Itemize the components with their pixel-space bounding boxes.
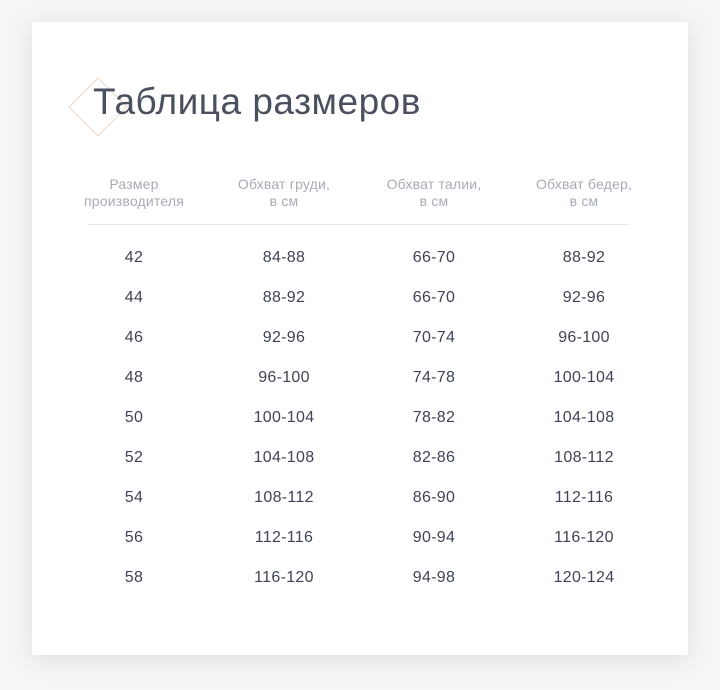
- table-cell: 112-116: [554, 489, 614, 506]
- table-row: [59, 398, 659, 438]
- table-cell: 100-104: [553, 369, 615, 386]
- table-cell: 92-96: [562, 289, 606, 306]
- table-cell: 94-98: [412, 569, 456, 586]
- column-header: Обхват талии, в см: [386, 176, 482, 209]
- table-row: [59, 318, 659, 358]
- table-cell: 88-92: [562, 249, 606, 266]
- column-header: Обхват груди, в см: [237, 176, 331, 209]
- table-cell: 56: [124, 529, 144, 546]
- table-cell: 116-120: [254, 569, 314, 586]
- table-cell: 120-124: [553, 569, 615, 586]
- page-title: Таблица размеров: [93, 81, 421, 122]
- table-cell: 96-100: [258, 369, 310, 386]
- table-row: [59, 358, 659, 398]
- table-cell: 44: [124, 289, 144, 306]
- table-body: [59, 238, 659, 598]
- table-cell: 86-90: [412, 489, 456, 506]
- table-cell: 54: [124, 489, 144, 506]
- table-cell: 66-70: [412, 289, 456, 306]
- table-cell: 48: [124, 369, 144, 386]
- table-cell: 92-96: [262, 329, 306, 346]
- table-cell: 82-86: [412, 449, 456, 466]
- size-table-card: [32, 22, 688, 655]
- table-cell: 84-88: [262, 249, 306, 266]
- table-header-divider: [88, 224, 630, 225]
- table-row: [59, 558, 659, 598]
- table-cell: 74-78: [412, 369, 456, 386]
- table-cell: 42: [124, 249, 144, 266]
- table-cell: 116-120: [554, 529, 614, 546]
- table-cell: 96-100: [558, 329, 610, 346]
- table-row: [59, 278, 659, 318]
- table-row: [59, 518, 659, 558]
- table-cell: 66-70: [412, 249, 456, 266]
- table-row: [59, 238, 659, 278]
- table-row: [59, 438, 659, 478]
- table-cell: 70-74: [412, 329, 456, 346]
- table-cell: 104-108: [253, 449, 315, 466]
- table-cell: 46: [124, 329, 144, 346]
- table-cell: 78-82: [412, 409, 456, 426]
- table-cell: 52: [124, 449, 144, 466]
- table-row: [59, 478, 659, 518]
- table-header-row: [59, 176, 659, 210]
- table-cell: 88-92: [262, 289, 306, 306]
- table-cell: 58: [124, 569, 144, 586]
- table-cell: 112-116: [254, 529, 314, 546]
- column-header: Обхват бедер, в см: [535, 176, 633, 209]
- size-table: [59, 176, 659, 598]
- table-cell: 108-112: [554, 449, 614, 466]
- table-cell: 108-112: [254, 489, 314, 506]
- table-cell: 50: [124, 409, 144, 426]
- table-cell: 100-104: [253, 409, 315, 426]
- column-header: Размер производителя: [83, 176, 185, 209]
- table-cell: 104-108: [553, 409, 615, 426]
- table-cell: 90-94: [412, 529, 456, 546]
